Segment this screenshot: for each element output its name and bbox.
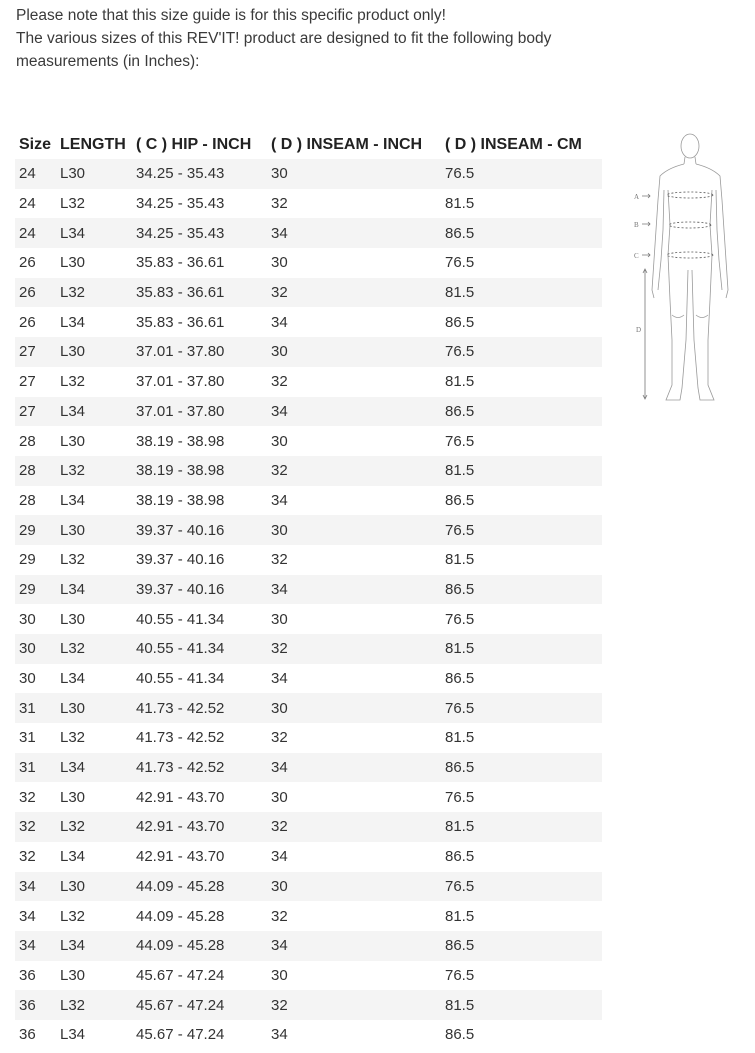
table-row <box>15 159 602 189</box>
table-row <box>15 812 602 842</box>
cell-inseam-inch: 32 <box>271 195 288 213</box>
cell-hip-inch: 45.67 - 47.24 <box>136 996 225 1014</box>
header-length: LENGTH <box>60 135 126 153</box>
cell-inseam-inch: 32 <box>271 284 288 302</box>
cell-length: L34 <box>60 224 86 242</box>
cell-inseam-cm: 81.5 <box>445 551 475 569</box>
cell-inseam-cm: 86.5 <box>445 670 475 688</box>
cell-inseam-cm: 76.5 <box>445 966 475 984</box>
cell-inseam-cm: 76.5 <box>445 254 475 272</box>
cell-hip-inch: 34.25 - 35.43 <box>136 195 225 213</box>
cell-length: L30 <box>60 432 86 450</box>
cell-size: 28 <box>19 432 36 450</box>
cell-length: L30 <box>60 877 86 895</box>
cell-inseam-inch: 30 <box>271 165 288 183</box>
table-row <box>15 218 602 248</box>
cell-inseam-inch: 32 <box>271 640 288 658</box>
cell-inseam-inch: 32 <box>271 551 288 569</box>
cell-inseam-inch: 34 <box>271 402 288 420</box>
cell-inseam-inch: 32 <box>271 818 288 836</box>
cell-inseam-cm: 76.5 <box>445 165 475 183</box>
header-size: Size <box>19 135 52 153</box>
cell-size: 34 <box>19 907 36 925</box>
cell-inseam-inch: 34 <box>271 759 288 777</box>
cell-inseam-cm: 81.5 <box>445 640 475 658</box>
table-row <box>15 456 602 486</box>
cell-hip-inch: 34.25 - 35.43 <box>136 165 225 183</box>
cell-inseam-inch: 30 <box>271 432 288 450</box>
cell-hip-inch: 45.67 - 47.24 <box>136 966 225 984</box>
cell-size: 34 <box>19 937 36 955</box>
cell-length: L30 <box>60 254 86 272</box>
cell-inseam-inch: 30 <box>271 610 288 628</box>
cell-length: L32 <box>60 640 86 658</box>
cell-size: 27 <box>19 373 36 391</box>
table-row <box>15 367 602 397</box>
cell-inseam-cm: 86.5 <box>445 759 475 777</box>
cell-length: L32 <box>60 462 86 480</box>
cell-hip-inch: 39.37 - 40.16 <box>136 551 225 569</box>
table-row <box>15 486 602 516</box>
cell-length: L34 <box>60 759 86 777</box>
cell-inseam-cm: 81.5 <box>445 373 475 391</box>
table-row <box>15 515 602 545</box>
cell-size: 28 <box>19 462 36 480</box>
cell-hip-inch: 41.73 - 42.52 <box>136 759 225 777</box>
cell-inseam-cm: 86.5 <box>445 313 475 331</box>
cell-size: 32 <box>19 818 36 836</box>
cell-length: L30 <box>60 521 86 539</box>
cell-size: 26 <box>19 284 36 302</box>
cell-inseam-inch: 34 <box>271 848 288 866</box>
cell-inseam-cm: 86.5 <box>445 848 475 866</box>
cell-hip-inch: 38.19 - 38.98 <box>136 462 225 480</box>
cell-length: L32 <box>60 195 86 213</box>
cell-inseam-cm: 81.5 <box>445 907 475 925</box>
cell-hip-inch: 40.55 - 41.34 <box>136 670 225 688</box>
cell-length: L32 <box>60 284 86 302</box>
cell-hip-inch: 37.01 - 37.80 <box>136 343 225 361</box>
table-header-row <box>15 130 602 159</box>
cell-length: L32 <box>60 729 86 747</box>
cell-inseam-cm: 76.5 <box>445 788 475 806</box>
cell-inseam-inch: 30 <box>271 254 288 272</box>
table-row <box>15 545 602 575</box>
cell-hip-inch: 35.83 - 36.61 <box>136 313 225 331</box>
cell-size: 28 <box>19 491 36 509</box>
cell-length: L34 <box>60 491 86 509</box>
cell-hip-inch: 38.19 - 38.98 <box>136 491 225 509</box>
cell-length: L34 <box>60 670 86 688</box>
cell-size: 36 <box>19 996 36 1014</box>
cell-length: L34 <box>60 1026 86 1044</box>
cell-hip-inch: 41.73 - 42.52 <box>136 699 225 717</box>
label-d: D <box>636 326 642 334</box>
cell-hip-inch: 39.37 - 40.16 <box>136 580 225 598</box>
cell-length: L30 <box>60 610 86 628</box>
cell-inseam-inch: 30 <box>271 343 288 361</box>
cell-hip-inch: 40.55 - 41.34 <box>136 640 225 658</box>
cell-length: L32 <box>60 373 86 391</box>
cell-size: 27 <box>19 402 36 420</box>
size-guide-table <box>15 130 602 1050</box>
cell-length: L34 <box>60 580 86 598</box>
table-row <box>15 307 602 337</box>
table-row <box>15 723 602 753</box>
cell-size: 36 <box>19 966 36 984</box>
cell-inseam-cm: 86.5 <box>445 937 475 955</box>
cell-hip-inch: 45.67 - 47.24 <box>136 1026 225 1044</box>
table-row <box>15 664 602 694</box>
cell-hip-inch: 44.09 - 45.28 <box>136 877 225 895</box>
cell-size: 24 <box>19 165 36 183</box>
cell-hip-inch: 35.83 - 36.61 <box>136 284 225 302</box>
cell-inseam-inch: 34 <box>271 491 288 509</box>
cell-size: 30 <box>19 640 36 658</box>
cell-size: 29 <box>19 580 36 598</box>
table-row <box>15 426 602 456</box>
cell-inseam-inch: 34 <box>271 670 288 688</box>
table-row <box>15 931 602 961</box>
cell-size: 26 <box>19 254 36 272</box>
cell-hip-inch: 37.01 - 37.80 <box>136 402 225 420</box>
cell-inseam-cm: 86.5 <box>445 1026 475 1044</box>
cell-hip-inch: 41.73 - 42.52 <box>136 729 225 747</box>
cell-length: L30 <box>60 165 86 183</box>
body-measurement-icon <box>628 130 740 410</box>
cell-size: 31 <box>19 729 36 747</box>
cell-hip-inch: 34.25 - 35.43 <box>136 224 225 242</box>
cell-length: L34 <box>60 313 86 331</box>
cell-inseam-cm: 76.5 <box>445 521 475 539</box>
body-measurement-figure <box>628 130 740 410</box>
cell-inseam-cm: 76.5 <box>445 877 475 895</box>
table-row <box>15 961 602 991</box>
cell-length: L30 <box>60 343 86 361</box>
cell-hip-inch: 44.09 - 45.28 <box>136 907 225 925</box>
cell-inseam-inch: 30 <box>271 966 288 984</box>
cell-inseam-cm: 76.5 <box>445 432 475 450</box>
cell-inseam-inch: 34 <box>271 1026 288 1044</box>
table-row <box>15 604 602 634</box>
cell-size: 29 <box>19 521 36 539</box>
cell-inseam-cm: 81.5 <box>445 462 475 480</box>
cell-size: 31 <box>19 699 36 717</box>
cell-hip-inch: 42.91 - 43.70 <box>136 788 225 806</box>
cell-length: L34 <box>60 402 86 420</box>
cell-inseam-inch: 34 <box>271 224 288 242</box>
table-row <box>15 189 602 219</box>
cell-size: 24 <box>19 195 36 213</box>
cell-inseam-inch: 32 <box>271 729 288 747</box>
cell-hip-inch: 37.01 - 37.80 <box>136 373 225 391</box>
cell-inseam-inch: 32 <box>271 462 288 480</box>
cell-inseam-inch: 32 <box>271 996 288 1014</box>
cell-size: 27 <box>19 343 36 361</box>
cell-inseam-cm: 81.5 <box>445 996 475 1014</box>
cell-length: L32 <box>60 907 86 925</box>
intro-text <box>16 4 616 73</box>
table-row <box>15 337 602 367</box>
cell-size: 36 <box>19 1026 36 1044</box>
cell-inseam-inch: 34 <box>271 937 288 955</box>
cell-inseam-inch: 32 <box>271 907 288 925</box>
intro-note: Please note that this size guide is for this specific product only! <box>16 7 446 24</box>
cell-size: 34 <box>19 877 36 895</box>
table-body <box>15 159 602 1050</box>
table-row <box>15 248 602 278</box>
cell-size: 32 <box>19 788 36 806</box>
table-row <box>15 872 602 902</box>
header-hip-inch: ( C ) HIP - INCH <box>136 135 252 153</box>
cell-hip-inch: 42.91 - 43.70 <box>136 848 225 866</box>
table-row <box>15 634 602 664</box>
cell-hip-inch: 42.91 - 43.70 <box>136 818 225 836</box>
cell-length: L32 <box>60 996 86 1014</box>
cell-inseam-cm: 76.5 <box>445 343 475 361</box>
label-b: B <box>634 221 639 229</box>
cell-inseam-inch: 32 <box>271 373 288 391</box>
cell-inseam-cm: 86.5 <box>445 580 475 598</box>
intro-description: The various sizes of this REV'IT! product are designed to fit the following body measurements (in Inches): <box>16 30 552 70</box>
cell-inseam-cm: 76.5 <box>445 699 475 717</box>
cell-inseam-inch: 30 <box>271 788 288 806</box>
header-inseam-cm: ( D ) INSEAM - CM <box>445 135 582 153</box>
label-c: C <box>634 252 639 260</box>
table-row <box>15 842 602 872</box>
cell-inseam-inch: 30 <box>271 699 288 717</box>
table-row <box>15 693 602 723</box>
cell-length: L32 <box>60 551 86 569</box>
cell-size: 32 <box>19 848 36 866</box>
cell-length: L30 <box>60 699 86 717</box>
cell-inseam-cm: 81.5 <box>445 729 475 747</box>
cell-inseam-inch: 30 <box>271 877 288 895</box>
header-inseam-inch: ( D ) INSEAM - INCH <box>271 135 423 153</box>
cell-hip-inch: 39.37 - 40.16 <box>136 521 225 539</box>
cell-size: 26 <box>19 313 36 331</box>
table-row <box>15 278 602 308</box>
cell-size: 29 <box>19 551 36 569</box>
cell-size: 30 <box>19 670 36 688</box>
cell-inseam-inch: 30 <box>271 521 288 539</box>
cell-inseam-cm: 81.5 <box>445 284 475 302</box>
table-row <box>15 1020 602 1050</box>
cell-hip-inch: 44.09 - 45.28 <box>136 937 225 955</box>
cell-length: L30 <box>60 788 86 806</box>
table-row <box>15 753 602 783</box>
cell-size: 24 <box>19 224 36 242</box>
table-row <box>15 901 602 931</box>
cell-inseam-cm: 86.5 <box>445 224 475 242</box>
cell-length: L34 <box>60 848 86 866</box>
cell-inseam-cm: 76.5 <box>445 610 475 628</box>
table-row <box>15 575 602 605</box>
cell-hip-inch: 40.55 - 41.34 <box>136 610 225 628</box>
cell-inseam-cm: 86.5 <box>445 402 475 420</box>
cell-hip-inch: 38.19 - 38.98 <box>136 432 225 450</box>
cell-size: 30 <box>19 610 36 628</box>
cell-inseam-inch: 34 <box>271 580 288 598</box>
cell-hip-inch: 35.83 - 36.61 <box>136 254 225 272</box>
cell-inseam-cm: 81.5 <box>445 195 475 213</box>
table-row <box>15 397 602 427</box>
cell-length: L34 <box>60 937 86 955</box>
cell-length: L32 <box>60 818 86 836</box>
cell-inseam-cm: 81.5 <box>445 818 475 836</box>
table-row <box>15 782 602 812</box>
cell-length: L30 <box>60 966 86 984</box>
cell-size: 31 <box>19 759 36 777</box>
label-a: A <box>634 193 640 201</box>
table-row <box>15 990 602 1020</box>
cell-inseam-inch: 34 <box>271 313 288 331</box>
cell-inseam-cm: 86.5 <box>445 491 475 509</box>
